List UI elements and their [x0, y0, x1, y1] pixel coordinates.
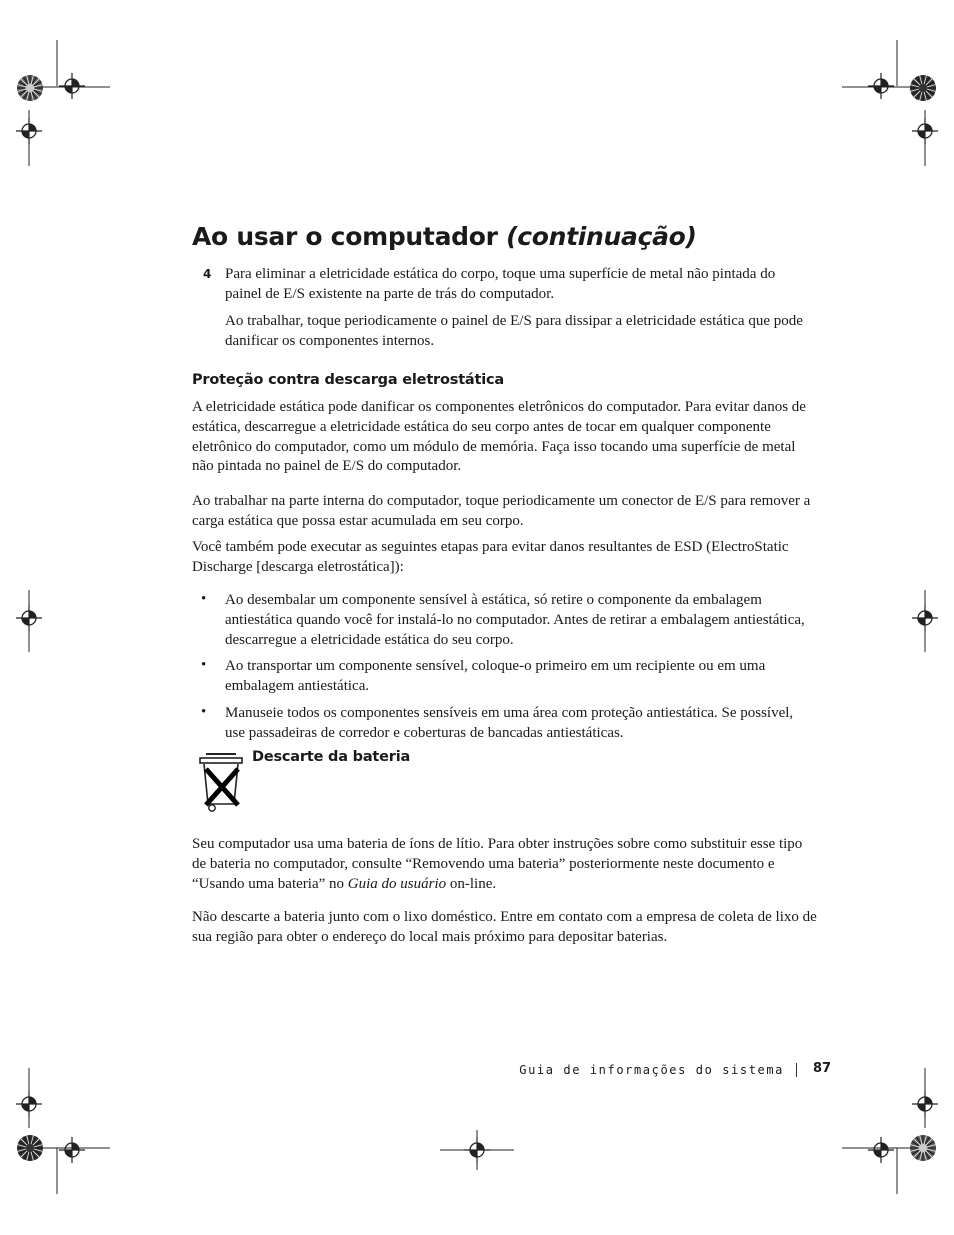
- footer-guide-title: Guia de informações do sistema: [519, 1063, 784, 1077]
- page-title: [192, 222, 697, 251]
- esd-paragraph-3: Você também pode executar as seguintes etapas para evitar danos resultantes de ESD (ElectroStatic Discharge [descarga eletrostática]):: [192, 539, 789, 575]
- esd-paragraph-1: A eletricidade estática pode danificar os componentes eletrônicos do computador. Para evitar danos de estática, descarregue a eletricidade estática do seu corpo antes de tocar em qualquer componente eletrônico do computador, como um módulo de memória. Faça isso tocando uma superfície de metal não pintada no painel de E/S do computador.: [192, 399, 806, 475]
- bullet-dot: •: [201, 591, 207, 607]
- bullet-text: Ao transportar um componente sensível, coloque-o primeiro em um recipiente ou em uma embalagem antiestática.: [225, 658, 766, 694]
- page-number: 87: [813, 1061, 832, 1076]
- user-guide-title: Guia do usuário: [347, 875, 447, 892]
- battery-paragraph-2: Não descarte a bateria junto com o lixo doméstico. Entre em contato com a empresa de coleta de lixo de sua região para obter o endereço do local mais próximo para depositar baterias.: [192, 909, 817, 945]
- bullet-dot: •: [201, 657, 207, 673]
- bullet-text: Ao desembalar um componente sensível à estática, só retire o componente da embalagem antiestática quando você for instalá-lo no computador. Antes de retirar a embalagem antiestática, descarregue a eletricidade estática do seu corpo.: [225, 592, 805, 648]
- step-note: Ao trabalhar, toque periodicamente o painel de E/S para dissipar a eletricidade estática que pode danificar os componentes internos.: [225, 313, 803, 349]
- title-continuation: (continuação): [506, 222, 697, 251]
- esd-paragraph-2: Ao trabalhar na parte interna do computador, toque periodicamente um conector de E/S para remover a carga estática que possa estar acumulada em seu corpo.: [192, 493, 811, 529]
- esd-heading: Proteção contra descarga eletrostática: [192, 372, 504, 388]
- battery-paragraph-1-end: on-line.: [446, 875, 497, 892]
- bullet-text: Manuseie todos os componentes sensíveis em uma área com proteção antiestática. Se possível, use passadeiras de corredor e coberturas de bancadas antiestáticas.: [225, 705, 794, 741]
- battery-heading: Descarte da bateria: [252, 749, 411, 765]
- step-text: Para eliminar a eletricidade estática do corpo, toque uma superfície de metal não pintada do painel de E/S existente na parte de trás do computador.: [225, 266, 776, 302]
- bullet-dot: •: [201, 704, 207, 720]
- footer-divider: [796, 1063, 797, 1077]
- title-main: Ao usar o computador: [192, 222, 498, 251]
- battery-paragraph-1-text: Seu computador usa uma bateria de íons de lítio. Para obter instruções sobre como substituir esse tipo de bateria no computador, consulte “Removendo uma bateria” posteriormente neste documento e “Usando uma bateria” no: [192, 836, 803, 892]
- step-number: 4: [203, 267, 212, 281]
- battery-paragraph-1: [192, 835, 817, 894]
- crossed-out-wheelie-bin-icon: [196, 752, 248, 814]
